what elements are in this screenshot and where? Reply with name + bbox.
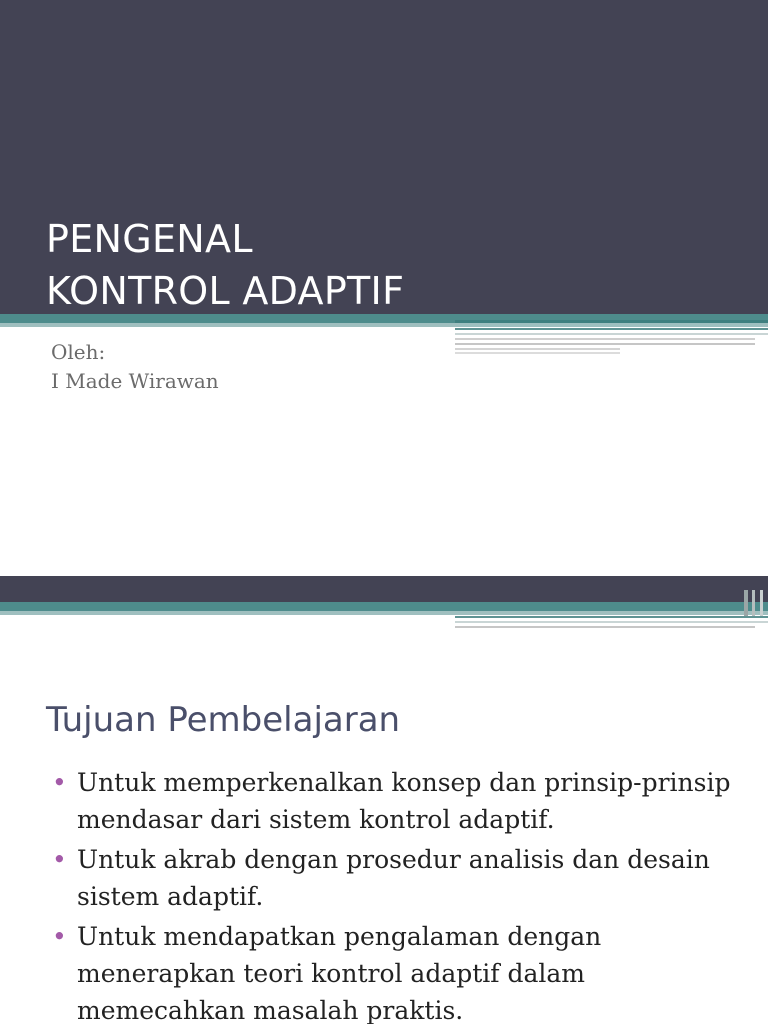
list-item: [50, 841, 750, 915]
slide-heading: Tujuan Pembelajaran: [46, 700, 401, 740]
objectives-list: [50, 764, 750, 1024]
list-item-text: Untuk akrab dengan prosedur analisis dan desain sistem adaptif.: [77, 845, 710, 911]
decorative-stripes: [0, 590, 768, 650]
list-item: [50, 764, 750, 838]
bullet-icon: •: [52, 845, 67, 874]
list-item-text: Untuk memperkenalkan konsep dan prinsip-prinsip mendasar dari sistem kontrol adaptif.: [77, 768, 731, 834]
author-name: I Made Wirawan: [51, 369, 219, 393]
list-item: [50, 918, 750, 1024]
bullet-icon: •: [52, 922, 67, 951]
title-line-1: PENGENAL: [46, 217, 253, 261]
author-label: Oleh:: [51, 340, 106, 364]
title-line-2: KONTROL ADAPTIF: [46, 269, 405, 313]
objectives-slide: [0, 576, 768, 1024]
bullet-icon: •: [52, 768, 67, 797]
list-item-text: Untuk mendapatkan pengalaman dengan menerapkan teori kontrol adaptif dalam memecahkan masalah praktis.: [77, 922, 602, 1024]
slide-title: [46, 213, 404, 317]
author-block: [51, 338, 219, 396]
